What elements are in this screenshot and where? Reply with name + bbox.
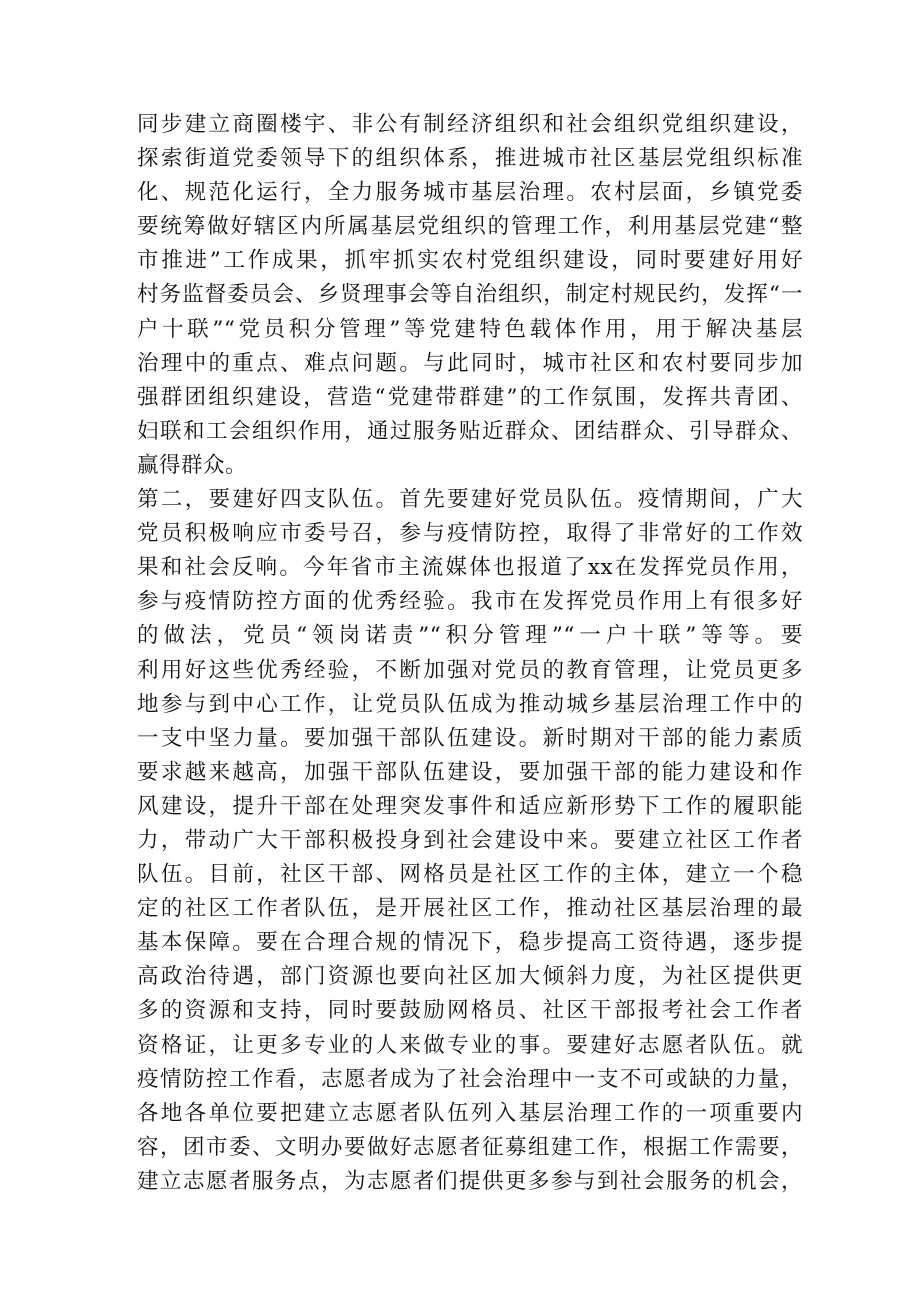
text-line: 力，带动广大干部积极投身到社会建设中来。要建立社区工作者: [137, 827, 803, 853]
text-line: 要求越来越高，加强干部队伍建设，要加强干部的能力建设和作: [137, 759, 803, 785]
text-line: 定的社区工作者队伍，是开展社区工作，推动社区基层治理的最: [137, 896, 803, 922]
text-line: 治理中的重点、难点问题。与此同时，城市社区和农村要同步加: [137, 350, 803, 376]
text-line: 党员积极响应市委号召，参与疫情防控，取得了非常好的工作效: [137, 521, 803, 547]
text-line: 基本保障。要在合理合规的情况下，稳步提高工资待遇，逐步提: [137, 930, 803, 956]
document-body: [137, 108, 803, 1199]
text-line: 各地各单位要把建立志愿者队伍列入基层治理工作的一项重要内: [137, 1100, 803, 1126]
text-line: 探索街道党委领导下的组织体系，推进城市社区基层党组织标准: [137, 146, 803, 172]
text-line: 妇联和工会组织作用，通过服务贴近群众、团结群众、引导群众、: [137, 418, 803, 444]
text-line: 风建设，提升干部在处理突发事件和适应新形势下工作的履职能: [137, 793, 803, 819]
text-line: 赢得群众。: [137, 452, 248, 478]
text-line: 参与疫情防控方面的优秀经验。我市在发挥党员作用上有很多好: [137, 589, 803, 615]
text-line: 第二，要建好四支队伍。首先要建好党员队伍。疫情期间，广大: [137, 487, 803, 513]
text-line: 利用好这些优秀经验，不断加强对党员的教育管理，让党员更多: [137, 657, 803, 683]
paragraph: [137, 483, 803, 1199]
text-line: 多的资源和支持，同时要鼓励网格员、社区干部报考社会工作者: [137, 998, 803, 1024]
text-line: 村务监督委员会、乡贤理事会等自治组织，制定村规民约，发挥“一: [137, 282, 803, 308]
text-line: 要统筹做好辖区内所属基层党组织的管理工作，利用基层党建“整: [137, 214, 803, 240]
text-line: 市推进”工作成果，抓牢抓实农村党组织建设，同时要建好用好: [137, 248, 803, 274]
text-line: 果和社会反响。今年省市主流媒体也报道了xx在发挥党员作用，: [137, 555, 803, 581]
text-line: 同步建立商圈楼宇、非公有制经济组织和社会组织党组织建设，: [137, 112, 803, 137]
text-line: 容，团市委、文明办要做好志愿者征募组建工作，根据工作需要，: [137, 1134, 803, 1160]
text-line: 疫情防控工作看，志愿者成为了社会治理中一支不可或缺的力量，: [137, 1066, 803, 1092]
paragraph: [137, 108, 803, 483]
text-line: 地参与到中心工作，让党员队伍成为推动城乡基层治理工作中的: [137, 691, 803, 717]
text-line: 一支中坚力量。要加强干部队伍建设。新时期对干部的能力素质: [137, 725, 803, 751]
text-line: 建立志愿者服务点，为志愿者们提供更多参与到社会服务的机会，: [137, 1168, 803, 1194]
text-line: 强群团组织建设，营造“党建带群建”的工作氛围，发挥共青团、: [137, 384, 803, 410]
text-line: 队伍。目前，社区干部、网格员是社区工作的主体，建立一个稳: [137, 862, 803, 888]
text-line: 化、规范化运行，全力服务城市基层治理。农村层面，乡镇党委: [137, 180, 803, 206]
text-line: 的做法，党员“领岗诺责”“积分管理”“一户十联”等等。要: [137, 623, 803, 649]
text-line: 资格证，让更多专业的人来做专业的事。要建好志愿者队伍。就: [137, 1032, 803, 1058]
text-line: 户十联”“党员积分管理”等党建特色载体作用，用于解决基层: [137, 316, 803, 342]
text-line: 高政治待遇，部门资源也要向社区加大倾斜力度，为社区提供更: [137, 964, 803, 990]
